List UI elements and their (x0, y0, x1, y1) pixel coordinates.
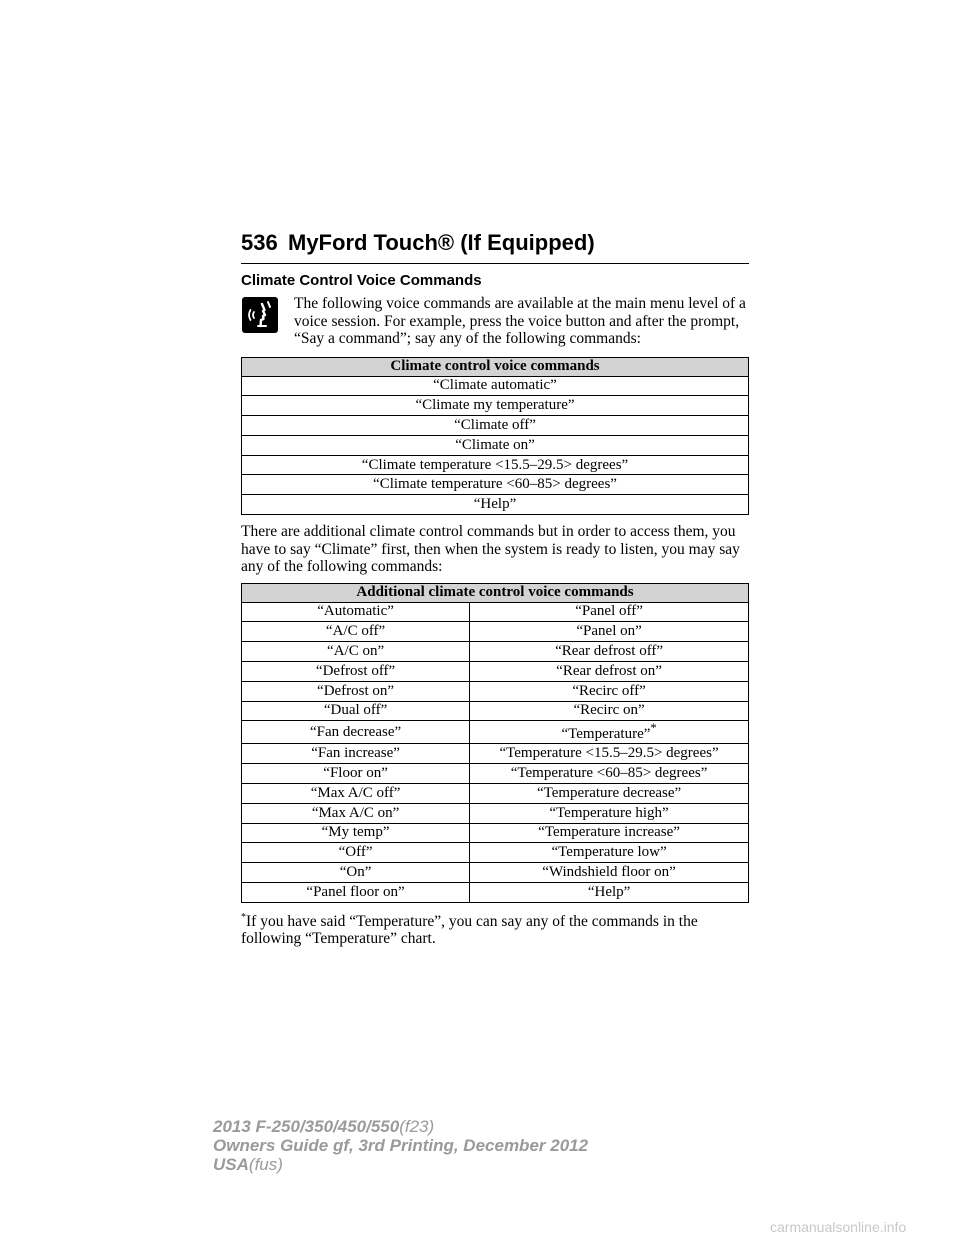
table-cell: “Fan decrease” (242, 721, 470, 744)
table-cell: “Defrost off” (242, 661, 470, 681)
table-row (242, 843, 749, 863)
table-row (242, 744, 749, 764)
table-row (242, 416, 749, 436)
table-cell: “Temperature <60–85> degrees” (470, 764, 749, 784)
table-header: Additional climate control voice commands (242, 583, 749, 602)
table-cell: “Temperature increase” (470, 823, 749, 843)
table-cell: “A/C off” (242, 622, 470, 642)
table-row (242, 863, 749, 883)
table-cell: “Fan increase” (242, 744, 470, 764)
table-cell (470, 721, 749, 744)
intro-paragraph (241, 295, 749, 348)
additional-commands-table (241, 583, 749, 903)
table-cell: “Temperature decrease” (470, 783, 749, 803)
middle-paragraph: There are additional climate control commands but in order to access them, you have to say “Climate” first, then when the system is ready to listen, you may say any of the following commands: (241, 523, 740, 576)
table-row (242, 376, 749, 396)
table-cell: “Help” (242, 495, 749, 515)
table-cell: “Climate off” (242, 416, 749, 436)
table-row (242, 475, 749, 495)
table-row (242, 642, 749, 662)
footnote-text: If you have said “Temperature”, you can say any of the commands in the following “Temperature” chart. (241, 912, 698, 948)
table-cell: “Temperature low” (470, 843, 749, 863)
table-row (242, 495, 749, 515)
table-cell: “Recirc on” (470, 701, 749, 721)
cell-text: “Temperature” (561, 726, 651, 743)
table-header: Climate control voice commands (242, 357, 749, 376)
table-cell: “On” (242, 863, 470, 883)
table-cell: “A/C on” (242, 642, 470, 662)
footer-region-code: (fus) (248, 1155, 283, 1174)
table-cell: “Off” (242, 843, 470, 863)
table-cell: “Panel floor on” (242, 882, 470, 902)
climate-commands-table (241, 357, 749, 516)
table-row (242, 622, 749, 642)
table-cell: “Dual off” (242, 701, 470, 721)
table-cell: “Recirc off” (470, 681, 749, 701)
table-cell: “Climate temperature <15.5–29.5> degrees” (242, 455, 749, 475)
voice-button-icon (242, 297, 278, 333)
intro-text: The following voice commands are available at the main menu level of a voice session. For example, press the voice button and after the prompt, “Say a command”; say any of the following commands: (294, 295, 746, 347)
table-row (242, 455, 749, 475)
section-title: Climate Control Voice Commands (241, 272, 482, 289)
watermark: carmanualsonline.info (770, 1219, 907, 1235)
table-row (242, 783, 749, 803)
table-row (242, 681, 749, 701)
footer-region: USA (213, 1155, 249, 1174)
table-cell: “Max A/C on” (242, 803, 470, 823)
table-cell: “Windshield floor on” (470, 863, 749, 883)
table-cell: “Panel off” (470, 602, 749, 622)
table-cell: “Defrost on” (242, 681, 470, 701)
table-cell: “Temperature high” (470, 803, 749, 823)
table-row (242, 721, 749, 744)
table-cell: “Rear defrost off” (470, 642, 749, 662)
table-cell: “Climate automatic” (242, 376, 749, 396)
table-cell: “Rear defrost on” (470, 661, 749, 681)
footer-model: 2013 F-250/350/450/550 (213, 1117, 400, 1136)
footer-code: (f23) (399, 1117, 435, 1136)
page-number: 536 (241, 230, 278, 255)
table-cell: “Help” (470, 882, 749, 902)
table-row (242, 823, 749, 843)
table-cell: “Automatic” (242, 602, 470, 622)
footer-line-1 (213, 1117, 588, 1136)
table-row (242, 661, 749, 681)
footnote-marker: * (650, 721, 657, 736)
table-cell: “Climate temperature <60–85> degrees” (242, 475, 749, 495)
table-cell: “Climate my temperature” (242, 396, 749, 416)
table-cell: “Max A/C off” (242, 783, 470, 803)
table-cell: “Climate on” (242, 435, 749, 455)
table-cell: “Floor on” (242, 764, 470, 784)
page-header (241, 230, 749, 264)
print-footer (213, 1117, 588, 1174)
table-row (242, 701, 749, 721)
footnote-marker: * (241, 911, 246, 923)
table-row (242, 764, 749, 784)
table-cell: “Temperature <15.5–29.5> degrees” (470, 744, 749, 764)
footer-line-3 (213, 1155, 588, 1174)
table-row (242, 882, 749, 902)
chapter-title: MyFord Touch® (If Equipped) (288, 230, 595, 255)
table-cell: “My temp” (242, 823, 470, 843)
table-row (242, 602, 749, 622)
manual-page (241, 230, 749, 948)
table-row (242, 396, 749, 416)
table-cell: “Panel on” (470, 622, 749, 642)
table-row (242, 435, 749, 455)
footer-line-2: Owners Guide gf, 3rd Printing, December 2012 (213, 1136, 589, 1155)
table-row (242, 803, 749, 823)
footnote (241, 909, 749, 948)
